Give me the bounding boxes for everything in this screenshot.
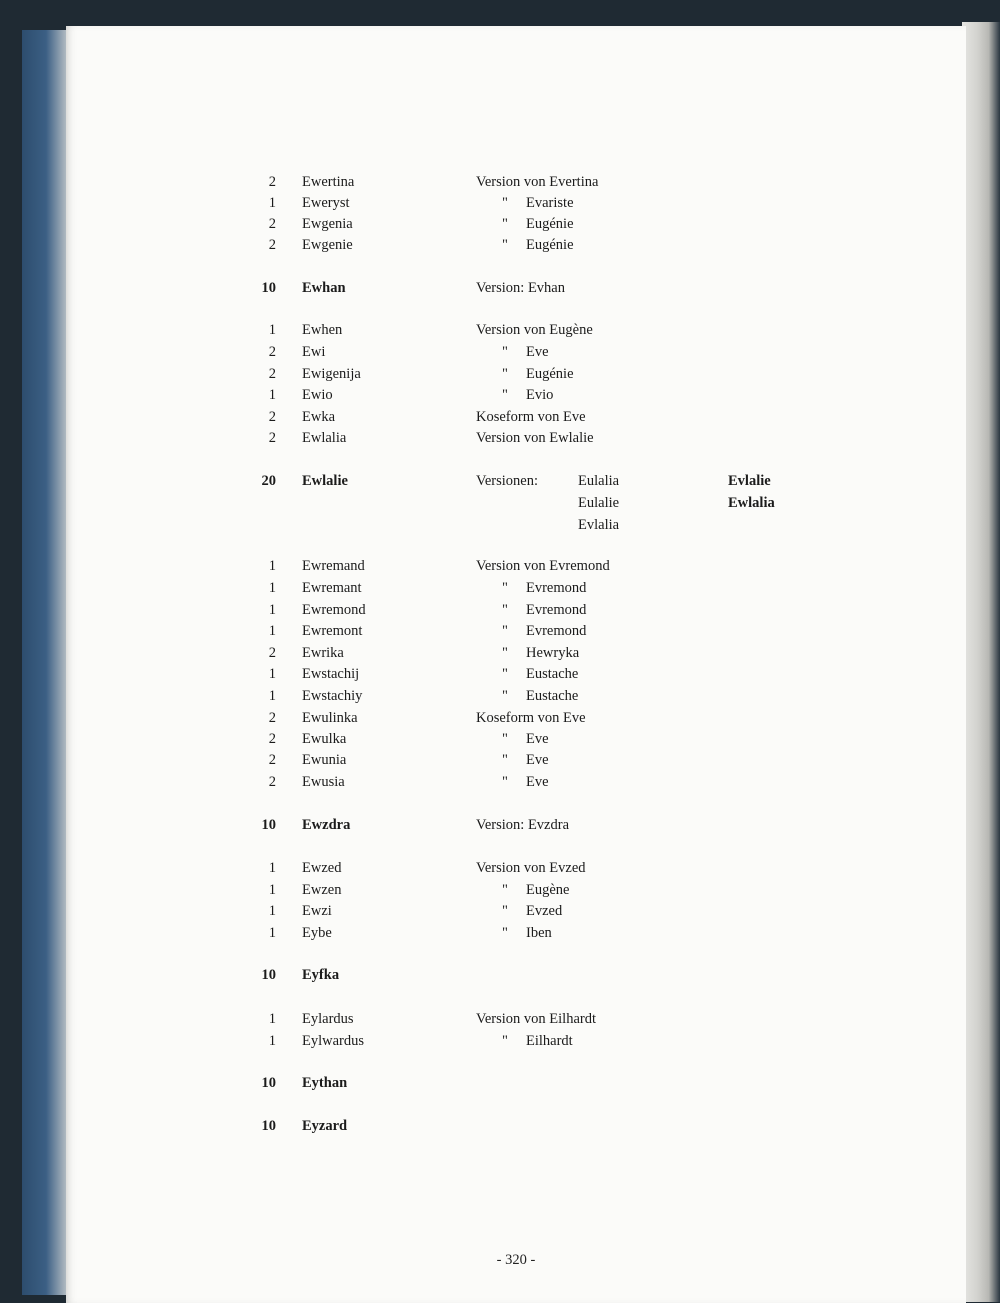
entry-value: Evremond <box>526 602 587 618</box>
entry-row <box>66 237 966 258</box>
entry-value: Eustache <box>526 666 579 682</box>
entry-frequency: 2 <box>268 752 276 768</box>
ditto-mark: " <box>502 602 508 618</box>
entry-value: Evlalia <box>578 517 620 533</box>
entry-value: Eve <box>526 752 549 768</box>
ditto-mark: " <box>502 344 508 360</box>
entry-frequency: 1 <box>268 925 276 941</box>
entry-row <box>66 216 966 237</box>
ditto-mark: " <box>502 195 508 211</box>
entry-row <box>66 1075 966 1096</box>
entry-description: Version: Evzdra <box>476 817 570 833</box>
entry-name: Eylwardus <box>302 1033 365 1049</box>
entry-frequency: 2 <box>268 731 276 747</box>
entry-name: Ewremond <box>302 602 366 618</box>
page-number: - 320 - <box>496 1252 536 1268</box>
entry-frequency: 10 <box>261 967 276 983</box>
ditto-mark: " <box>502 237 508 253</box>
entry-frequency: 1 <box>268 623 276 639</box>
entry-row <box>66 495 966 516</box>
ditto-mark: " <box>502 666 508 682</box>
entry-value: Evremond <box>526 580 587 596</box>
entry-name: Ewunia <box>302 752 347 768</box>
entry-value: Eilhardt <box>526 1033 573 1049</box>
entry-frequency: 1 <box>268 903 276 919</box>
ditto-mark: " <box>502 688 508 704</box>
entry-name: Ewi <box>302 344 326 360</box>
entry-name: Ewgenie <box>302 237 353 253</box>
entry-row <box>66 752 966 773</box>
entry-row <box>66 195 966 216</box>
entry-frequency: 1 <box>268 688 276 704</box>
entry-frequency: 10 <box>261 1075 276 1091</box>
entry-row <box>66 387 966 408</box>
entry-row <box>66 344 966 365</box>
entry-description: Version von Ewlalie <box>476 430 594 446</box>
entry-row <box>66 1011 966 1032</box>
entry-row <box>66 817 966 838</box>
entry-name: Ewstachiy <box>302 688 363 704</box>
entry-row <box>66 774 966 795</box>
ditto-mark: " <box>502 216 508 232</box>
ditto-mark: " <box>502 645 508 661</box>
entry-row <box>66 558 966 579</box>
entry-description: Versionen: <box>476 473 539 489</box>
entry-frequency: 2 <box>268 237 276 253</box>
entry-name: Eylardus <box>302 1011 354 1027</box>
entry-frequency: 2 <box>268 216 276 232</box>
ditto-mark: " <box>502 903 508 919</box>
entry-value: Eustache <box>526 688 579 704</box>
entry-name: Ewlalia <box>302 430 347 446</box>
entry-frequency: 10 <box>261 817 276 833</box>
entry-frequency: 10 <box>261 1118 276 1134</box>
entry-row <box>66 1033 966 1054</box>
entry-name: Ewremont <box>302 623 363 639</box>
entry-row <box>66 366 966 387</box>
ditto-mark: " <box>502 623 508 639</box>
entry-frequency: 20 <box>261 473 276 489</box>
entry-name: Ewertina <box>302 174 355 190</box>
entry-row <box>66 174 966 195</box>
entry-name: Eybe <box>302 925 332 941</box>
entry-row <box>66 409 966 430</box>
ditto-mark: " <box>502 731 508 747</box>
book-page <box>66 26 966 1303</box>
ditto-mark: " <box>502 580 508 596</box>
entry-name: Ewzen <box>302 882 342 898</box>
entry-name: Ewstachij <box>302 666 360 682</box>
entry-row <box>66 473 966 494</box>
entry-value: Iben <box>526 925 552 941</box>
ditto-mark: " <box>502 387 508 403</box>
entry-frequency: 1 <box>268 195 276 211</box>
entry-description: Version von Eilhardt <box>476 1011 597 1027</box>
entry-row <box>66 903 966 924</box>
entry-name: Eyfka <box>302 967 340 983</box>
entry-description: Version von Evertina <box>476 174 599 190</box>
entry-name: Ewusia <box>302 774 345 790</box>
entry-value: Eugénie <box>526 366 574 382</box>
entry-name: Ewulka <box>302 731 347 747</box>
entry-frequency: 1 <box>268 322 276 338</box>
entry-frequency: 1 <box>268 558 276 574</box>
entry-row <box>66 623 966 644</box>
entry-name: Ewremand <box>302 558 365 574</box>
entry-frequency: 2 <box>268 430 276 446</box>
entry-name: Eythan <box>302 1075 348 1091</box>
entry-extra-value: Evlalie <box>728 473 771 489</box>
entry-value: Evzed <box>526 903 563 919</box>
entry-frequency: 1 <box>268 580 276 596</box>
entry-name: Ewzi <box>302 903 332 919</box>
entry-frequency: 10 <box>261 280 276 296</box>
entry-extra-value: Ewlalia <box>728 495 775 511</box>
entry-row <box>66 1118 966 1139</box>
ditto-mark: " <box>502 925 508 941</box>
entry-name: Eyzard <box>302 1118 348 1134</box>
ditto-mark: " <box>502 752 508 768</box>
entry-name: Ewulinka <box>302 710 358 726</box>
entry-frequency: 1 <box>268 1033 276 1049</box>
entry-frequency: 2 <box>268 710 276 726</box>
entry-frequency: 2 <box>268 774 276 790</box>
entry-value: Evio <box>526 387 554 403</box>
entry-row <box>66 645 966 666</box>
entry-name: Ewgenia <box>302 216 353 232</box>
ditto-mark: " <box>502 774 508 790</box>
entry-value: Eve <box>526 344 549 360</box>
entry-value: Eugénie <box>526 237 574 253</box>
entry-name: Ewlalie <box>302 473 348 489</box>
entry-value: Eulalia <box>578 473 620 489</box>
entry-name: Ewrika <box>302 645 344 661</box>
entry-name: Ewka <box>302 409 336 425</box>
entry-name: Ewhan <box>302 280 346 296</box>
entry-frequency: 1 <box>268 602 276 618</box>
entry-row <box>66 666 966 687</box>
entry-row <box>66 731 966 752</box>
entry-frequency: 2 <box>268 366 276 382</box>
entry-value: Evremond <box>526 623 587 639</box>
entry-row <box>66 322 966 343</box>
entry-value: Eugénie <box>526 216 574 232</box>
entry-frequency: 2 <box>268 409 276 425</box>
entry-description: Version von Eugène <box>476 322 593 338</box>
ditto-mark: " <box>502 1033 508 1049</box>
entry-frequency: 1 <box>268 1011 276 1027</box>
entry-description: Koseform von Eve <box>476 409 586 425</box>
entry-row <box>66 967 966 988</box>
entry-description: Koseform von Eve <box>476 710 586 726</box>
page-stack-edge <box>962 22 1000 1302</box>
entry-value: Eugène <box>526 882 570 898</box>
entry-row <box>66 688 966 709</box>
entry-frequency: 2 <box>268 344 276 360</box>
entry-row <box>66 430 966 451</box>
entry-row <box>66 517 966 538</box>
entry-frequency: 1 <box>268 860 276 876</box>
entry-description: Version von Evzed <box>476 860 586 876</box>
entry-name: Ewigenija <box>302 366 361 382</box>
entry-name: Ewhen <box>302 322 343 338</box>
entry-name: Ewzed <box>302 860 342 876</box>
entry-row <box>66 925 966 946</box>
entry-description: Version: Evhan <box>476 280 565 296</box>
entry-value: Evariste <box>526 195 574 211</box>
entry-name: Eweryst <box>302 195 350 211</box>
entry-frequency: 2 <box>268 174 276 190</box>
entry-value: Hewryka <box>526 645 580 661</box>
ditto-mark: " <box>502 882 508 898</box>
entry-name: Ewremant <box>302 580 362 596</box>
entry-value: Eulalie <box>578 495 620 511</box>
ditto-mark: " <box>502 366 508 382</box>
entry-row <box>66 280 966 301</box>
entry-row <box>66 860 966 881</box>
entry-frequency: 1 <box>268 666 276 682</box>
entry-row <box>66 882 966 903</box>
entry-row <box>66 580 966 601</box>
entry-frequency: 2 <box>268 645 276 661</box>
entry-description: Version von Evremond <box>476 558 610 574</box>
entry-frequency: 1 <box>268 387 276 403</box>
entry-row <box>66 602 966 623</box>
entry-row <box>66 710 966 731</box>
entry-value: Eve <box>526 774 549 790</box>
entry-value: Eve <box>526 731 549 747</box>
entry-frequency: 1 <box>268 882 276 898</box>
entry-name: Ewio <box>302 387 333 403</box>
entry-name: Ewzdra <box>302 817 351 833</box>
